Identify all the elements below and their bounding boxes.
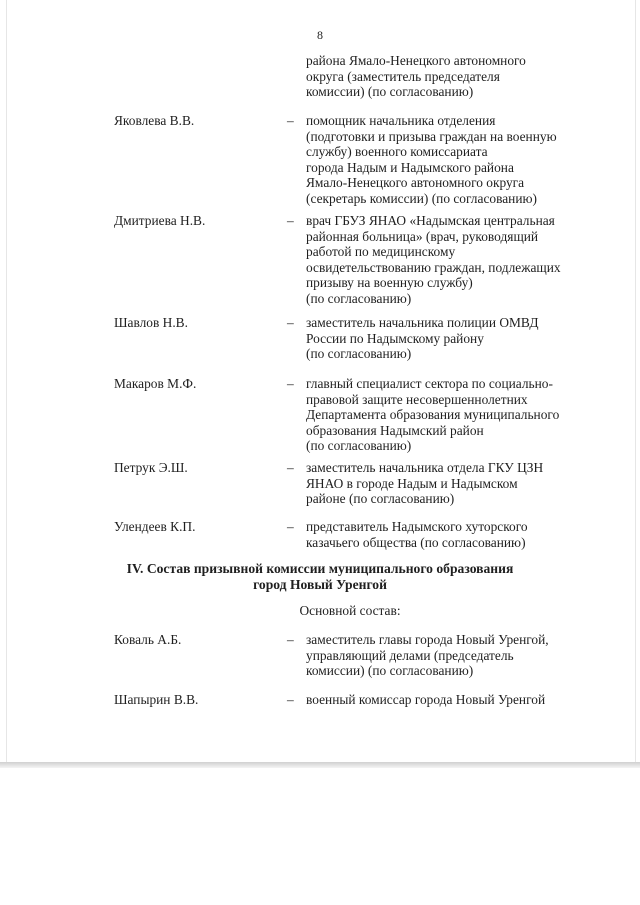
member-role-line: главный специалист сектора по социально- bbox=[306, 376, 553, 391]
member-role-line: ЯНАО в городе Надым и Надымском bbox=[306, 475, 518, 491]
dash: – bbox=[287, 460, 294, 475]
member-role-line: службу) военного комиссариата bbox=[306, 144, 488, 159]
dash: – bbox=[287, 632, 294, 647]
dash: – bbox=[287, 376, 294, 391]
dash: – bbox=[287, 519, 294, 534]
member-name: Яковлева В.В. bbox=[114, 113, 195, 128]
member-role-line: казачьего общества (по согласованию) bbox=[306, 534, 526, 550]
member-role-line: заместитель начальника полиции ОМВД bbox=[306, 315, 539, 330]
member-name: Дмитриева Н.В. bbox=[114, 213, 206, 228]
member-name: Петрук Э.Ш. bbox=[114, 460, 188, 475]
member-role-line: районная больница» (врач, руководящий bbox=[306, 228, 539, 244]
dash: – bbox=[287, 692, 294, 707]
dash: – bbox=[287, 213, 294, 228]
member-role-line: Департамента образования муниципального bbox=[306, 407, 560, 422]
section-subtitle: Основной состав: bbox=[299, 603, 401, 618]
member-name: Шапырин В.В. bbox=[114, 692, 199, 707]
member-role-line: Ямало-Ненецкого автономного округа bbox=[306, 175, 525, 190]
dash: – bbox=[287, 315, 294, 330]
intro-line: района Ямало-Ненецкого автономного bbox=[306, 53, 526, 68]
section-title: город Новый Уренгой bbox=[253, 577, 387, 592]
page-number: 8 bbox=[317, 28, 323, 42]
member-role-line: (по согласованию) bbox=[306, 290, 412, 306]
intro-line: округа (заместитель председателя bbox=[306, 68, 500, 84]
member-name: Макаров М.Ф. bbox=[114, 376, 197, 391]
member-role-line: (по согласованию) bbox=[306, 346, 412, 361]
member-role-line: комиссии) (по согласованию) bbox=[306, 663, 474, 678]
member-role-line: (по согласованию) bbox=[306, 438, 412, 453]
member-role-line: России по Надымскому району bbox=[306, 330, 484, 346]
page-bottom-edge bbox=[0, 762, 640, 768]
member-role-line: образования Надымский район bbox=[306, 422, 484, 438]
member-name: Шавлов Н.В. bbox=[114, 315, 188, 330]
member-role-line: представитель Надымского хуторского bbox=[306, 519, 528, 534]
member-role-line: (подготовки и призыва граждан на военную bbox=[306, 128, 557, 144]
member-role-line: врач ГБУЗ ЯНАО «Надымская центральная bbox=[306, 213, 555, 228]
member-role-line: управляющий делами (председатель bbox=[306, 647, 514, 663]
member-name: Улендеев К.П. bbox=[114, 519, 196, 534]
member-role-line: военный комиссар города Новый Уренгой bbox=[306, 692, 546, 707]
member-role-line: помощник начальника отделения bbox=[306, 113, 496, 128]
member-role-line: работой по медицинскому bbox=[306, 244, 456, 259]
member-role-line: освидетельствованию граждан, подлежащих bbox=[306, 259, 561, 275]
member-role-line: (секретарь комиссии) (по согласованию) bbox=[306, 190, 537, 206]
section-title: IV. Состав призывной комиссии муниципального образования bbox=[126, 561, 514, 576]
member-role-line: заместитель начальника отдела ГКУ ЦЗН bbox=[306, 460, 544, 475]
intro-line: комиссии) (по согласованию) bbox=[306, 84, 474, 99]
member-name: Коваль А.Б. bbox=[114, 632, 182, 647]
dash: – bbox=[287, 113, 294, 128]
member-role-line: правовой защите несовершеннолетних bbox=[306, 391, 528, 407]
member-role-line: города Надым и Надымского района bbox=[306, 159, 514, 175]
member-role-line: районе (по согласованию) bbox=[306, 491, 455, 506]
member-role-line: призыву на военную службу) bbox=[306, 275, 473, 290]
member-role-line: заместитель главы города Новый Уренгой, bbox=[306, 632, 549, 647]
